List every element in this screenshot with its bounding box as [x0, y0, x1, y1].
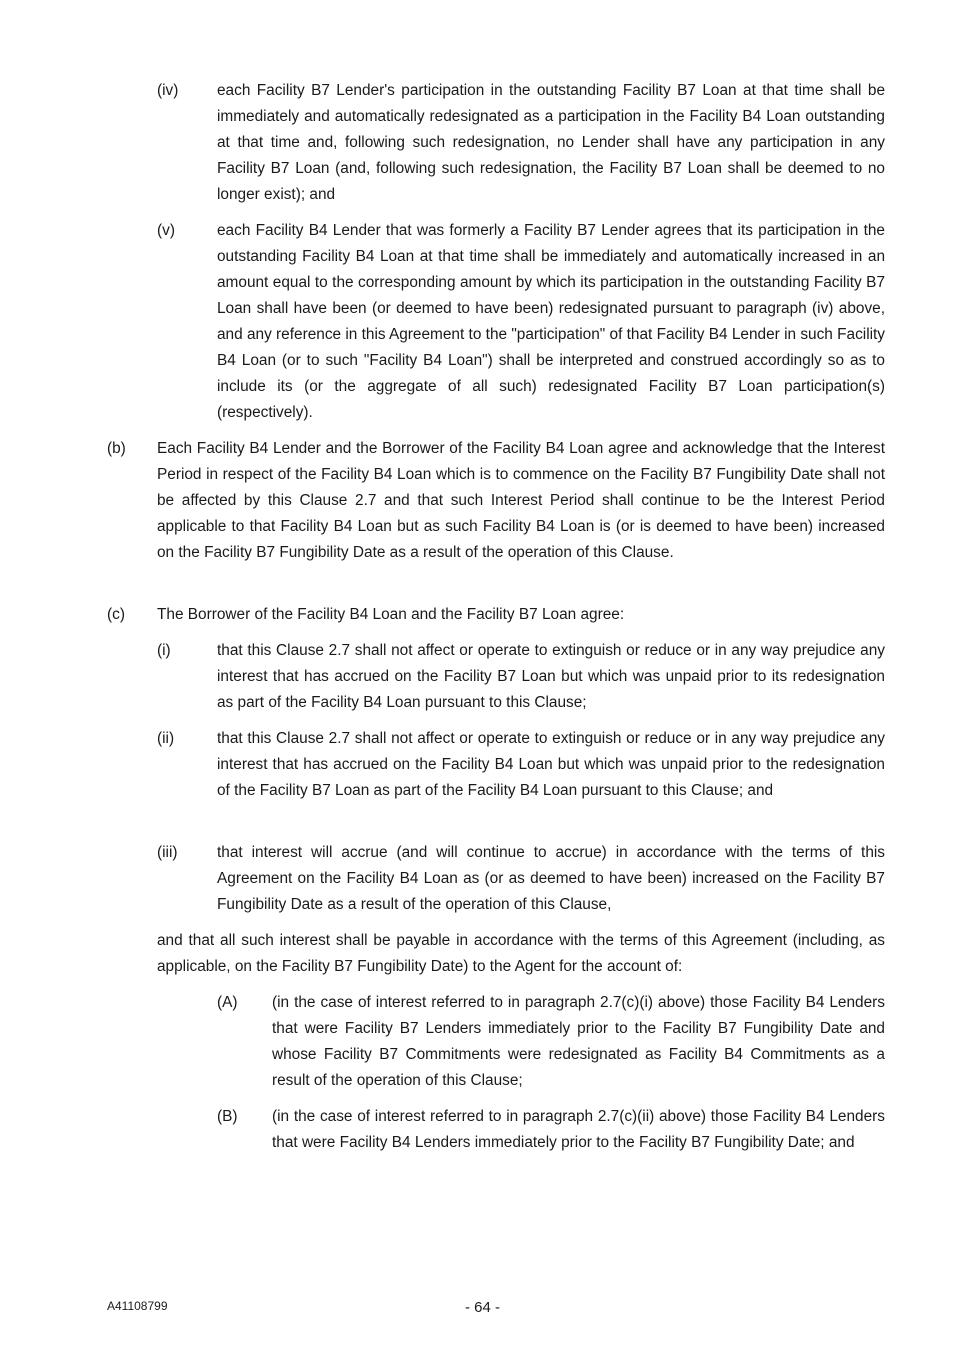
item-B-text: (in the case of interest referred to in paragraph 2.7(c)(ii) above) those Facility B4 Lenders that were Facility B4 Lenders immediately prior to the Facility B7 Fungibility Date; and	[272, 1108, 885, 1151]
item-v-label: (v)	[157, 222, 175, 239]
item-A-text: (in the case of interest referred to in paragraph 2.7(c)(i) above) those Facility B4 Lenders that were Facility B7 Lenders immediately prior to the Facility B7 Fungibility Date and whose Facility B7 Commitments were redesignated as Facility B4 Commitments as a result of the operation of this Clause;	[272, 994, 885, 1089]
item-c-iii-label: (iii)	[157, 844, 178, 861]
item-iv-label: (iv)	[157, 82, 179, 99]
item-c-ii-label: (ii)	[157, 730, 175, 747]
item-c-i-label: (i)	[157, 642, 171, 659]
item-iv-text: each Facility B7 Lender's participation in the outstanding Facility B7 Loan at that time shall be immediately and automatically redesignated as a participation in the Facility B4 Loan outstanding at that time and, following such redesignation, no Lender shall have any participation in any Facility B7 Loan (and, following such redesignation, the Facility B7 Loan shall be deemed to no longer exist); and	[217, 82, 885, 203]
item-c-label: (c)	[107, 606, 125, 623]
page-number: - 64 -	[464, 1299, 500, 1316]
item-c-text: The Borrower of the Facility B4 Loan and the Facility B7 Loan agree:	[157, 606, 625, 623]
item-A-label: (A)	[217, 994, 238, 1011]
item-b-text: Each Facility B4 Lender and the Borrower of the Facility B4 Loan agree and acknowledge that the Interest Period in respect of the Facility B4 Loan which is to commence on the Facility B7 Fungibility Date shall not be affected by this Clause 2.7 and that such Interest Period shall continue to be the Interest Period applicable to that Facility B4 Loan but as such Facility B4 Loan is (or is deemed to have been) increased on the Facility B7 Fungibility Date as a result of the operation of this Clause.	[157, 440, 885, 561]
item-b-label: (b)	[107, 440, 126, 457]
item-B-label: (B)	[217, 1108, 238, 1125]
document-reference: A41108799	[107, 1299, 168, 1313]
item-v-text: each Facility B4 Lender that was formerly a Facility B7 Lender agrees that its participation in the outstanding Facility B4 Loan at that time shall be immediately and automatically increased in an amount equal to the corresponding amount by which its participation in the outstanding Facility B7 Loan shall have been (or deemed to have been) redesignated pursuant to paragraph (iv) above, and any reference in this Agreement to the "participation" of that Facility B4 Lender in such Facility B4 Loan (or to such "Facility B4 Loan") shall be interpreted and construed accordingly so as to include its (or the aggregate of all such) redesignated Facility B7 Loan participation(s) (respectively).	[217, 222, 885, 421]
item-c-ii-text: that this Clause 2.7 shall not affect or operate to extinguish or reduce or in any way prejudice any interest that has accrued on the Facility B4 Loan but which was unpaid prior to the redesignation of the Facility B7 Loan as part of the Facility B4 Loan pursuant to this Clause; and	[217, 730, 885, 799]
item-c-i-text: that this Clause 2.7 shall not affect or operate to extinguish or reduce or in any way prejudice any interest that has accrued on the Facility B7 Loan but which was unpaid prior to its redesignation as part of the Facility B4 Loan pursuant to this Clause;	[217, 642, 885, 711]
tail-paragraph: and that all such interest shall be payable in accordance with the terms of this Agreement (including, as applicable, on the Facility B7 Fungibility Date) to the Agent for the account of:	[157, 932, 885, 975]
item-c-iii-text: that interest will accrue (and will continue to accrue) in accordance with the terms of this Agreement on the Facility B4 Loan as (or as deemed to have been) increased on the Facility B7 Fungibility Date as a result of the operation of this Clause,	[217, 844, 885, 913]
